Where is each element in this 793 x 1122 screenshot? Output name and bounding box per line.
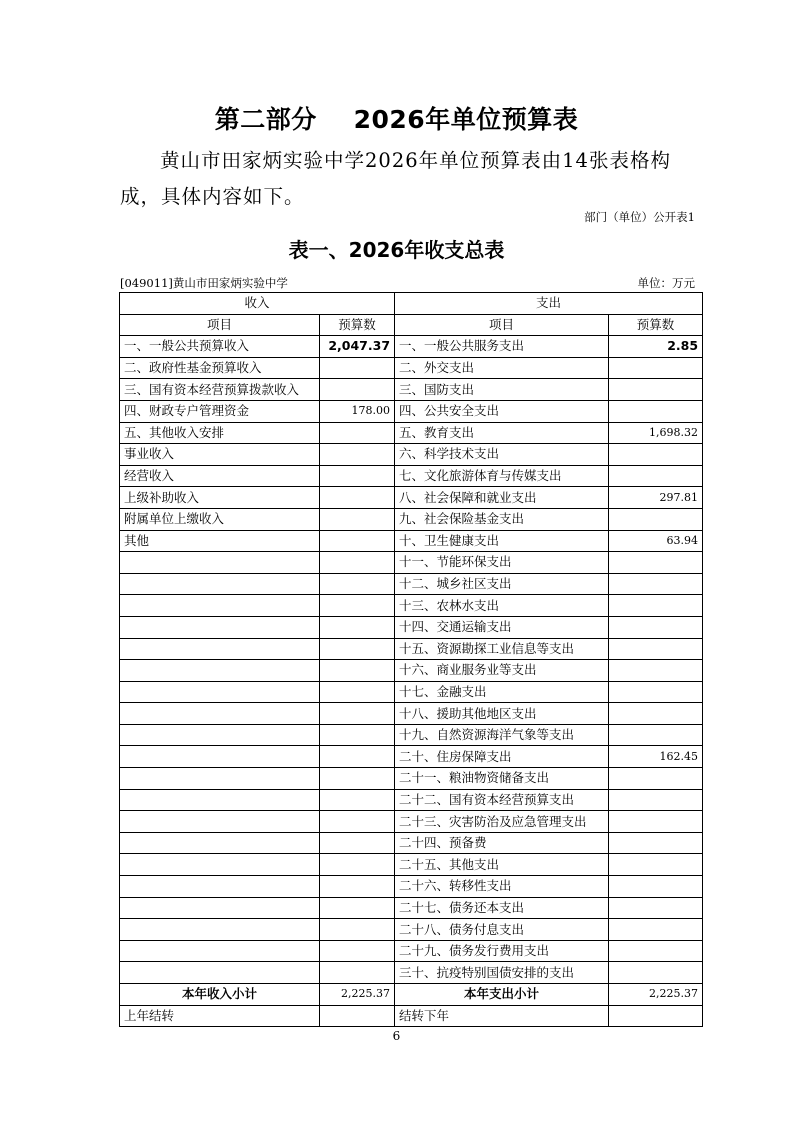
table-row [120, 962, 703, 984]
income-item [120, 616, 320, 638]
subtotal-row [120, 984, 703, 1006]
expense-item: 十三、农林水支出 [395, 595, 609, 617]
income-value [320, 616, 395, 638]
expense-value [609, 768, 703, 790]
expense-value [609, 638, 703, 660]
expense-item: 二十一、粮油物资储备支出 [395, 768, 609, 790]
expense-item: 三十、抗疫特别国债安排的支出 [395, 962, 609, 984]
income-value [320, 832, 395, 854]
expense-item: 一、一般公共服务支出 [395, 336, 609, 358]
table-row [120, 811, 703, 833]
income-item [120, 681, 320, 703]
income-value [320, 379, 395, 401]
page-title: 第二部分 2026年单位预算表 [214, 105, 579, 134]
expense-value [609, 552, 703, 574]
income-item: 二、政府性基金预算收入 [120, 357, 320, 379]
income-value [320, 573, 395, 595]
carry-expense-value [609, 1005, 703, 1027]
income-value [320, 811, 395, 833]
table-row [120, 746, 703, 768]
expense-item: 十五、资源勘探工业信息等支出 [395, 638, 609, 660]
income-item [120, 552, 320, 574]
table-row [120, 876, 703, 898]
expense-item: 五、教育支出 [395, 422, 609, 444]
expense-value: 297.81 [609, 487, 703, 509]
table-row [120, 508, 703, 530]
table-row [120, 336, 703, 358]
table-row [120, 400, 703, 422]
unit-label: 单位：万元 [637, 276, 695, 290]
income-value [320, 530, 395, 552]
budget-summary-table [119, 292, 703, 1027]
income-item [120, 811, 320, 833]
expense-item: 二十四、预备费 [395, 832, 609, 854]
expense-item: 三、国防支出 [395, 379, 609, 401]
table-row [120, 487, 703, 509]
income-value [320, 768, 395, 790]
expense-item: 二十五、其他支出 [395, 854, 609, 876]
expense-value: 2.85 [609, 336, 703, 358]
income-value [320, 854, 395, 876]
expense-item: 二十八、债务付息支出 [395, 919, 609, 941]
income-item [120, 919, 320, 941]
table-row [120, 638, 703, 660]
table-row [120, 616, 703, 638]
table-row [120, 530, 703, 552]
income-value [320, 487, 395, 509]
table-row [120, 940, 703, 962]
expense-item: 二、外交支出 [395, 357, 609, 379]
page-number: 6 [392, 1029, 401, 1043]
income-item [120, 703, 320, 725]
table-row [120, 444, 703, 466]
expense-value: 162.45 [609, 746, 703, 768]
income-item-header: 项目 [120, 314, 320, 336]
expense-item: 四、公共安全支出 [395, 400, 609, 422]
income-item [120, 768, 320, 790]
expense-item: 二十、住房保障支出 [395, 746, 609, 768]
income-item: 三、国有资本经营预算拨款收入 [120, 379, 320, 401]
income-item [120, 962, 320, 984]
expense-value [609, 919, 703, 941]
expense-item: 二十六、转移性支出 [395, 876, 609, 898]
income-item: 附属单位上缴收入 [120, 508, 320, 530]
expense-value [609, 444, 703, 466]
subtotal-expense-value: 2,225.37 [609, 984, 703, 1006]
expense-item: 二十二、国有资本经营预算支出 [395, 789, 609, 811]
header-row-columns [120, 314, 703, 336]
income-value [320, 660, 395, 682]
expense-value [609, 400, 703, 422]
expense-item: 十一、节能环保支出 [395, 552, 609, 574]
income-value [320, 919, 395, 941]
intro-paragraph: 黄山市田家炳实验中学2026年单位预算表由14张表格构成，具体内容如下。 [120, 149, 671, 208]
income-item: 四、财政专户管理资金 [120, 400, 320, 422]
income-item [120, 724, 320, 746]
expense-value: 63.94 [609, 530, 703, 552]
expense-item: 九、社会保险基金支出 [395, 508, 609, 530]
income-item: 其他 [120, 530, 320, 552]
expense-value [609, 573, 703, 595]
table-row [120, 379, 703, 401]
table-title: 表一、2026年收支总表 [288, 238, 505, 262]
carry-expense-label: 结转下年 [395, 1005, 609, 1027]
expense-value [609, 897, 703, 919]
income-item [120, 660, 320, 682]
income-value [320, 552, 395, 574]
table-row [120, 552, 703, 574]
table-row [120, 724, 703, 746]
table-number-label: 部门（单位）公开表1 [584, 210, 695, 224]
table-row [120, 789, 703, 811]
expense-value [609, 854, 703, 876]
subtotal-expense-label: 本年支出小计 [395, 984, 609, 1006]
table-row [120, 595, 703, 617]
income-item [120, 897, 320, 919]
income-value [320, 962, 395, 984]
table-row [120, 573, 703, 595]
expense-value [609, 940, 703, 962]
expense-value [609, 379, 703, 401]
income-item: 一、一般公共预算收入 [120, 336, 320, 358]
carryover-row [120, 1005, 703, 1027]
income-value [320, 703, 395, 725]
table-row [120, 703, 703, 725]
expense-item: 二十三、灾害防治及应急管理支出 [395, 811, 609, 833]
expense-item: 十六、商业服务业等支出 [395, 660, 609, 682]
expense-value [609, 724, 703, 746]
income-value [320, 681, 395, 703]
income-value: 178.00 [320, 400, 395, 422]
expense-item: 二十七、债务还本支出 [395, 897, 609, 919]
expense-value [609, 681, 703, 703]
income-value [320, 876, 395, 898]
expense-value [609, 811, 703, 833]
expense-header: 支出 [395, 293, 703, 315]
expense-value [609, 660, 703, 682]
expense-item: 八、社会保障和就业支出 [395, 487, 609, 509]
subtotal-income-value: 2,225.37 [320, 984, 395, 1006]
expense-item: 六、科学技术支出 [395, 444, 609, 466]
income-item [120, 595, 320, 617]
table-row [120, 465, 703, 487]
expense-item: 二十九、债务发行费用支出 [395, 940, 609, 962]
expense-value [609, 357, 703, 379]
expense-item: 十八、援助其他地区支出 [395, 703, 609, 725]
income-item [120, 940, 320, 962]
table-row [120, 919, 703, 941]
expense-value [609, 789, 703, 811]
subtotal-income-label: 本年收入小计 [120, 984, 320, 1006]
income-item [120, 638, 320, 660]
income-value [320, 465, 395, 487]
income-item [120, 876, 320, 898]
income-item: 上级补助收入 [120, 487, 320, 509]
table-row [120, 681, 703, 703]
expense-item: 十九、自然资源海洋气象等支出 [395, 724, 609, 746]
expense-item-header: 项目 [395, 314, 609, 336]
income-value [320, 789, 395, 811]
expense-value [609, 703, 703, 725]
expense-value [609, 465, 703, 487]
income-item [120, 573, 320, 595]
income-item: 事业收入 [120, 444, 320, 466]
carry-income-value [320, 1005, 395, 1027]
expense-value: 1,698.32 [609, 422, 703, 444]
expense-value [609, 616, 703, 638]
income-value [320, 940, 395, 962]
income-item [120, 832, 320, 854]
expense-item: 十二、城乡社区支出 [395, 573, 609, 595]
income-item: 经营收入 [120, 465, 320, 487]
table-row [120, 854, 703, 876]
income-value [320, 422, 395, 444]
income-value [320, 444, 395, 466]
table-row [120, 832, 703, 854]
expense-item: 十、卫生健康支出 [395, 530, 609, 552]
income-value [320, 638, 395, 660]
table-row [120, 357, 703, 379]
income-value [320, 595, 395, 617]
income-header: 收入 [120, 293, 395, 315]
expense-value [609, 595, 703, 617]
table-row [120, 422, 703, 444]
expense-value [609, 876, 703, 898]
expense-value [609, 962, 703, 984]
expense-value [609, 508, 703, 530]
header-row-sections [120, 293, 703, 315]
expense-item: 十七、金融支出 [395, 681, 609, 703]
income-value [320, 724, 395, 746]
income-item: 五、其他收入安排 [120, 422, 320, 444]
income-value: 2,047.37 [320, 336, 395, 358]
income-item [120, 854, 320, 876]
expense-item: 七、文化旅游体育与传媒支出 [395, 465, 609, 487]
income-budget-header: 预算数 [320, 314, 395, 336]
table-row [120, 897, 703, 919]
organization-label: [049011]黄山市田家炳实验中学 [120, 276, 288, 290]
income-item [120, 746, 320, 768]
income-value [320, 746, 395, 768]
income-value [320, 357, 395, 379]
expense-value [609, 832, 703, 854]
income-value [320, 508, 395, 530]
table-row [120, 660, 703, 682]
income-item [120, 789, 320, 811]
expense-budget-header: 预算数 [609, 314, 703, 336]
carry-income-label: 上年结转 [120, 1005, 320, 1027]
table-row [120, 768, 703, 790]
income-value [320, 897, 395, 919]
expense-item: 十四、交通运输支出 [395, 616, 609, 638]
